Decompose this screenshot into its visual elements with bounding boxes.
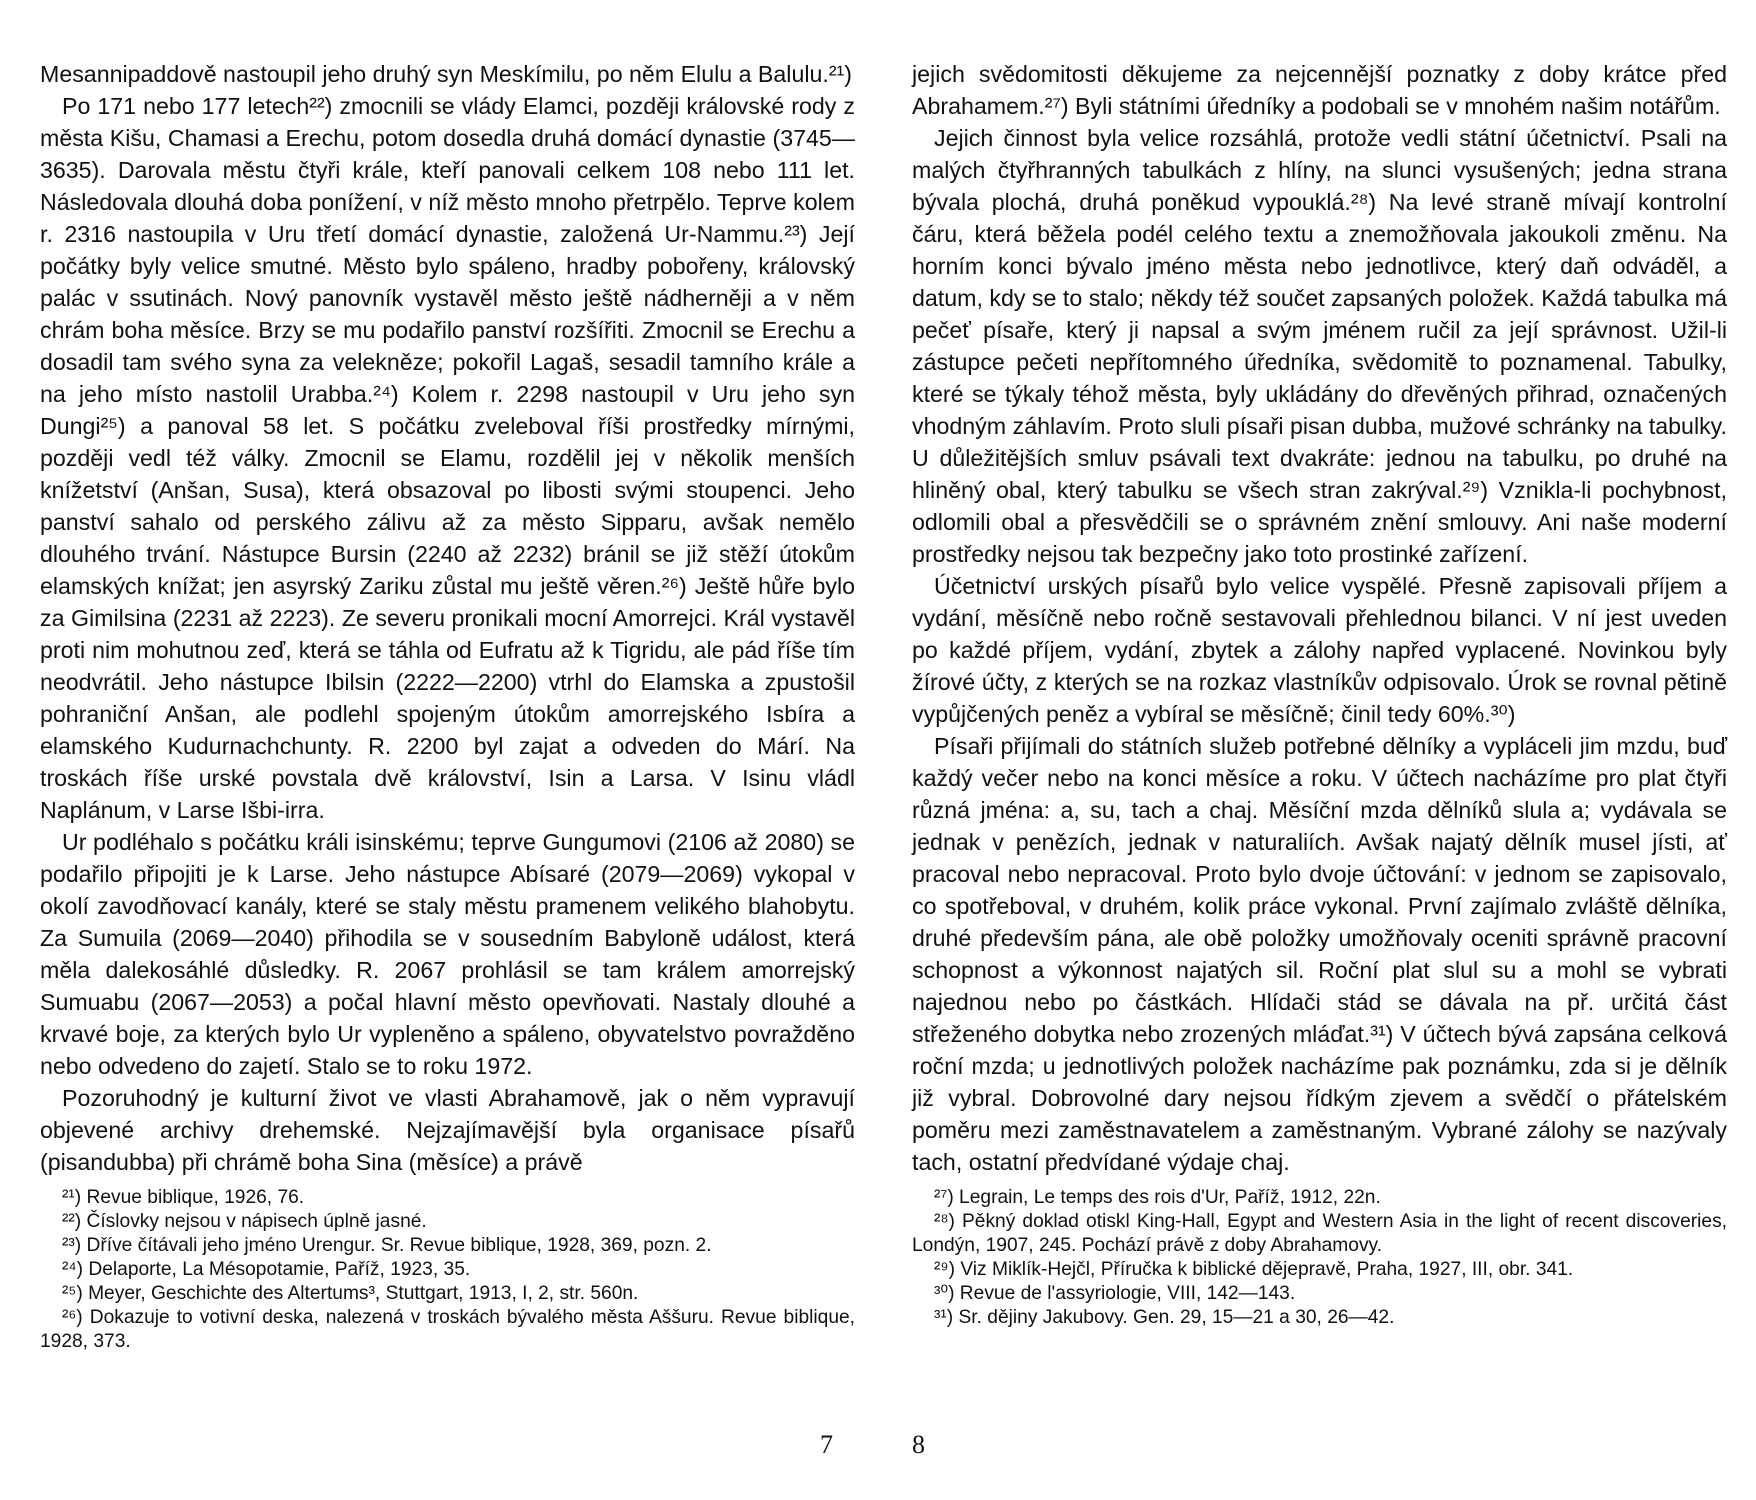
footnote: ³¹) Sr. dějiny Jakubovy. Gen. 29, 15—21 a 30, 26—42. <box>934 1307 1395 1328</box>
footnote: ²⁹) Viz Miklík-Hejčl, Příručka k biblické dějepravě, Praha, 1927, III, obr. 341. <box>934 1259 1574 1280</box>
left-footnotes <box>40 1186 855 1354</box>
paragraph: Po 171 nebo 177 letech²²) zmocnili se vlády Elamci, později královské rody z města Kišu, Chamasi a Erechu, potom dosedla druhá domácí dynastie (3745—3635). Darovala městu čtyři krále, kteří panovali celkem 108 nebo 111 let. Následovala dlouhá doba ponížení, v níž město mnoho přetrpělo. Teprve kolem r. 2316 nastoupila v Uru třetí domácí dynastie, založená Ur-Nammu.²³) Její počátky byly velice smutné. Město bylo spáleno, hradby pobořeny, královský palác v ssutinách. Nový panovník vystavěl město ještě nádherněji a v něm chrám boha měsíce. Brzy se mu podařilo panství rozšířiti. Zmocnil se Erechu a dosadil tam svého syna za velekněze; pokořil Lagaš, sesadil tamního krále a na jeho místo nastolil Urabba.²⁴) Kolem r. 2298 nastoupil v Uru jeho syn Dungi²⁵) a panoval 58 let. S počátku zveleboval říši prostředky mírnými, později vedl též války. Zmocnil se Elamu, rozdělil jej v několik menších knížetství (Anšan, Susa), která obsazoval po libosti svými stoupenci. Jeho panství sahalo od perského zálivu až za město Sipparu, avšak nemělo dlouhého trvání. Nástupce Bursin (2240 až 2232) bránil se již stěží útokům elamských knížat; jen asyrský Zariku zůstal mu ještě věren.²⁶) Ještě hůře bylo za Gimilsina (2231 až 2223). Ze severu pronikali mocní Amorrejci. Král vystavěl proti nim mohutnou zeď, která se táhla od Eufratu až k Tigridu, ale pád říše tím neodvrátil. Jeho nástupce Ibilsin (2222—2200) vtrhl do Elamska a zpustošil pohraniční Anšan, ale podlehl spojeným útokům amorrejského Isbíra a elamského Kudurnachchunty. R. 2200 byl zajat a odveden do Márí. Na troskách říše urské povstala dvě království, Isin a Larsa. V Isinu vládl Naplánum, v Larse Išbi-irra. <box>40 93 855 823</box>
left-page <box>40 58 855 1354</box>
page-number-right: 8 <box>912 1430 925 1459</box>
paragraph: Ur podléhalo s počátku králi isinskému; teprve Gungumovi (2106 až 2080) se podařilo připojiti je k Larse. Jeho nástupce Abísaré (2079—2069) vykopal v okolí zavodňovací kanály, které se staly městu pramenem velikého blahobytu. Za Sumuila (2069—2040) přihodila se v sousedním Babyloně událost, která měla dalekosáhlé důsledky. R. 2067 prohlásil se tam králem amorrejský Sumuabu (2067—2053) a počal hlavní město opevňovati. Nastaly dlouhé a krvavé boje, za kterých bylo Ur vypleněno a spáleno, obyvatelstvo povražděno nebo odvedeno do zajetí. Stalo se to roku 1972. <box>40 829 855 1079</box>
right-body-text <box>912 58 1727 1178</box>
footnote: ²⁶) Dokazuje to votivní deska, nalezená v troskách bývalého města Aššuru. Revue biblique, 1928, 373. <box>40 1307 855 1352</box>
paragraph: Jejich činnost byla velice rozsáhlá, protože vedli státní účetnictví. Psali na malých čtyřhranných tabulkách z hlíny, na slunci vysušených; jedna strana bývala plochá, druhá poněkud vypouklá.²⁸) Na levé straně mívají kontrolní čáru, která běžela podél celého textu a znemožňovala jakoukoli změnu. Na horním konci bývalo jméno města nebo jednotlivce, který daň odváděl, a datum, kdy se to stalo; někdy též součet zapsaných položek. Každá tabulka má pečeť písaře, který ji napsal a svým jménem ručil za její správnost. Užil-li zástupce pečeti nepřítomného úředníka, svědomitě to poznamenal. Tabulky, které se týkaly téhož města, byly ukládány do dřevěných přihrad, označených vhodným záhlavím. Proto sluli písaři pisan dubba, mužové schránky na tabulky. U důležitějších smluv psávali text dvakráte: jednou na tabulku, po druhé na hliněný obal, který tabulku se všech stran zakrýval.²⁹) Vznikla-li pochybnost, odlomili obal a přesvědčili se o správném znění smlouvy. Ani naše moderní prostředky nejsou tak bezpečny jako toto prostinké zařízení. <box>912 125 1727 567</box>
footnote: ²⁵) Meyer, Geschichte des Altertums³, Stuttgart, 1913, I, 2, str. 560n. <box>62 1283 639 1304</box>
footnote: ²¹) Revue biblique, 1926, 76. <box>62 1187 305 1208</box>
paragraph: jejich svědomitosti děkujeme za nejcennější poznatky z doby krátce před Abrahamem.²⁷) Byli státními úředníky a podobali se v mnohém našim notářům. <box>912 61 1727 119</box>
paragraph: Písaři přijímali do státních služeb potřebné dělníky a vypláceli jim mzdu, buď každý večer nebo na konci měsíce a roku. V účtech nacházíme pro plat čtyři různá jména: a, su, tach a chaj. Měsíční mzda dělníků slula a; vydávala se jednak v penězích, jednak v naturaliích. Avšak najatý dělník musel jísti, ať pracoval nebo nepracoval. Proto bylo dvoje účtování: v jednom se zapisovalo, co spotřeboval, v druhém, kolik práce vykonal. První zajímalo zvláště dělníka, druhé především pána, ale obě položky umožňovaly oceniti správně pracovní schopnost a výkonnost najatých sil. Roční plat slul su a mohl se vybrati najednou nebo po částkách. Hlídači stád se dávala na př. určitá část střeženého dobytka nebo zrozených mláďat.³¹) V účtech bývá zapsána celková roční mzda; u jednotlivých položek nacházíme pak poznámku, zda si je dělník již vybral. Dobrovolné dary nejsou řídkým zjevem a svědčí o přátelském poměru mezi zaměstnavatelem a zaměstnaným. Vybrané zálohy se nazývaly tach, ostatní předvídané výdaje chaj. <box>912 733 1727 1175</box>
paragraph: Pozoruhodný je kulturní život ve vlasti Abrahamově, jak o něm vypravují objevené archivy drehemské. Nejzajímavější byla organisace písařů (pisandubba) při chrámě boha Sina (měsíce) a právě <box>40 1085 855 1175</box>
footnote: ²⁴) Delaporte, La Mésopotamie, Paříž, 1923, 35. <box>62 1259 471 1280</box>
footnote: ²²) Číslovky nejsou v nápisech úplně jasné. <box>62 1211 427 1232</box>
footnote: ³⁰) Revue de l'assyriologie, VIII, 142—143. <box>934 1283 1296 1304</box>
right-page <box>912 58 1727 1330</box>
left-body-text <box>40 58 855 1178</box>
footnote: ²⁸) Pěkný doklad otiskl King-Hall, Egypt and Western Asia in the light of recent discoveries, Londýn, 1907, 245. Pochází právě z doby Abrahamovy. <box>912 1211 1727 1256</box>
paragraph: Účetnictví urských písařů bylo velice vyspělé. Přesně zapisovali příjem a vydání, měsíčně nebo ročně sestavovali přehlednou bilanci. V ní jest uveden po každé příjem, vydání, zbytek a zálohy napřed vyplacené. Novinkou byly žírové účty, z kterých se na rozkaz vlastníkův odpisovalo. Úrok se rovnal pětině vypůjčených peněz a vybíral se měsíčně; činil tedy 60%.³⁰) <box>912 573 1727 727</box>
footnote: ²⁷) Legrain, Le temps des rois d'Ur, Paříž, 1912, 22n. <box>934 1187 1381 1208</box>
right-footnotes <box>912 1186 1727 1330</box>
footnote: ²³) Dříve čítávali jeho jméno Urengur. Sr. Revue biblique, 1928, 369, pozn. 2. <box>62 1235 712 1256</box>
paragraph: Mesannipaddově nastoupil jeho druhý syn Meskímilu, po něm Elulu a Balulu.²¹) <box>40 61 852 87</box>
page-number-left: 7 <box>820 1430 833 1459</box>
